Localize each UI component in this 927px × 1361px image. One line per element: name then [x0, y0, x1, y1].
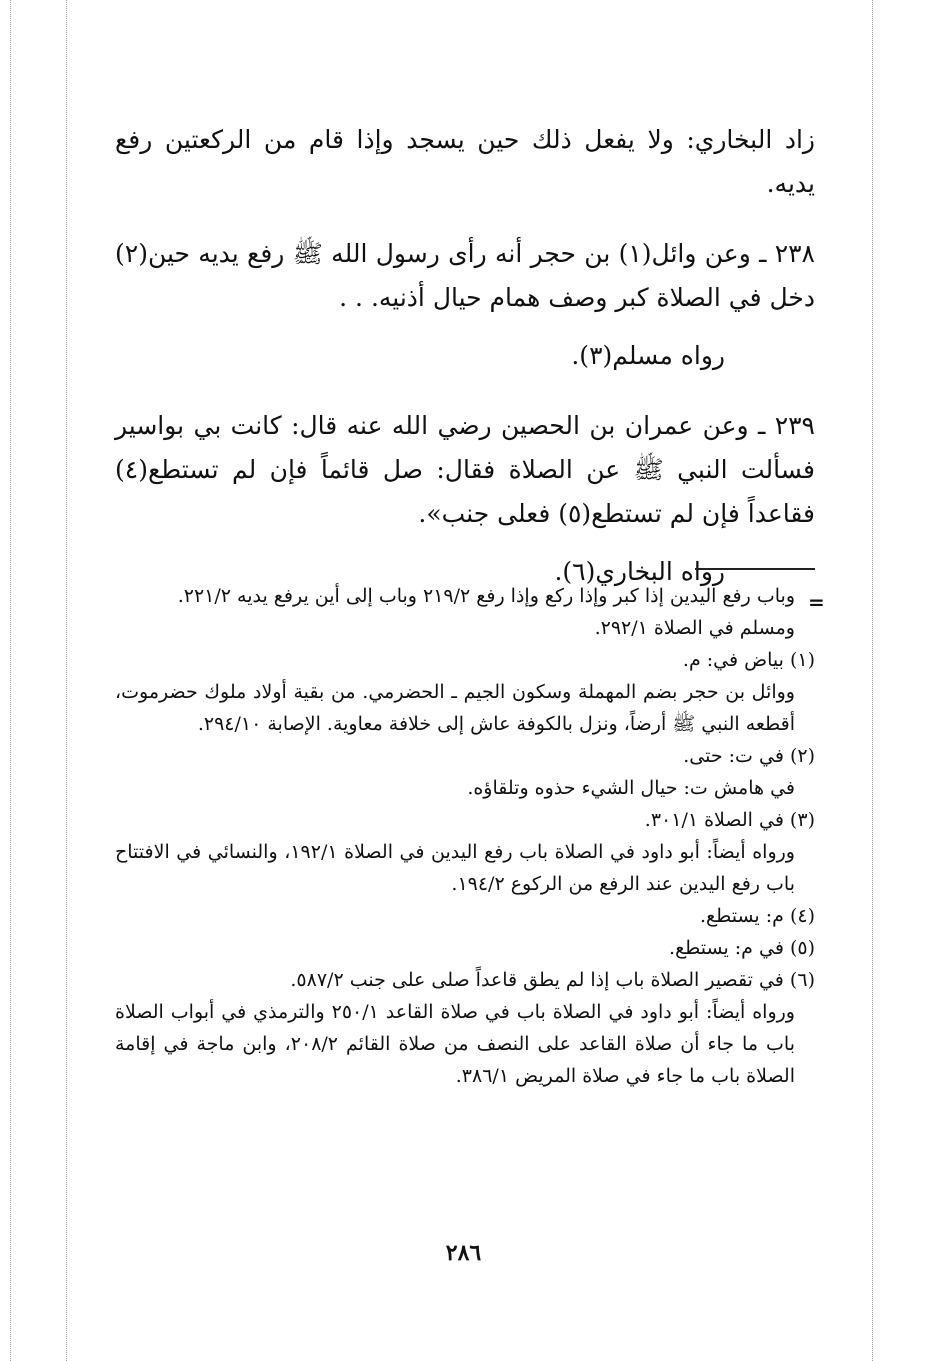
footnote-continued-muslim: ومسلم في الصلاة ٢٩٢/١. [594, 617, 795, 639]
footnote-5: (٥) في م: يستطع. [669, 937, 815, 959]
margin-dotted-rule-left [10, 0, 11, 1361]
footnote-4: (٤) م: يستطع. [699, 905, 815, 927]
main-text [115, 118, 815, 594]
margin-dotted-rule-inner [66, 0, 67, 1361]
footnote-6: (٦) في تقصير الصلاة باب إذا لم يطق قاعداً صلى على جنب ٥٨٧/٢. [290, 969, 815, 991]
hadith-239: ٢٣٩ ـ وعن عمران بن الحصين رضي الله عنه قال: كانت بي بواسير فسألت النبي ﷺ عن الصلاة فقال: صل قائماً فإن لم تستطع(٤) فقاعداً فإن لم تستطع(٥) فعلى جنب». [115, 411, 815, 528]
footnote-3: (٣) في الصلاة ٣٠١/١. [644, 809, 815, 831]
hadith-239-source: رواه البخاري(٦). [554, 557, 725, 586]
footnote-1-detail: ووائل بن حجر بضم المهملة وسكون الجيم ـ الحضرمي. من بقية أولاد ملوك حضرموت، أقطعه النبي ﷺ أرضاً، ونزل بالكوفة عاش إلى خلافة معاوية. الإصابة ٢٩٤/١٠. [115, 681, 795, 735]
footnote-continued: وباب رفع اليدين إذا كبر وإذا ركع وإذا رفع ٢١٩/٢ وباب إلى أين يرفع يديه ٢٢١/٢. [177, 585, 795, 607]
footnote-1: (١) بياض في: م. [682, 649, 815, 671]
footnote-separator [695, 568, 815, 570]
continuation-marker: = [808, 590, 825, 614]
hadith-238-source: رواه مسلم(٣). [571, 341, 725, 370]
footnote-6-detail: ورواه أيضاً: أبو داود في الصلاة باب في صلاة القاعد ٢٥٠/١ والترمذي في أبواب الصلاة باب ما جاء أن صلاة القاعد على النصف من صلاة القائم ٢٠٨/٢، وابن ماجة في إقامة الصلاة باب ما جاء في صلاة المريض ٣٨٦/١. [115, 1001, 795, 1087]
hadith-238: ٢٣٨ ـ وعن وائل(١) بن حجر أنه رأى رسول الله ﷺ رفع يديه حين(٢) دخل في الصلاة كبر وصف همام حيال أذنيه. . . [115, 239, 815, 312]
footnote-2-detail: في هامش ت: حيال الشيء حذوه وتلقاؤه. [467, 777, 795, 799]
page-number: ٢٨٦ [445, 1240, 482, 1266]
footnotes [115, 580, 815, 1092]
footnote-3-detail: ورواه أيضاً: أبو داود في الصلاة باب رفع اليدين في الصلاة ١٩٢/١، والنسائي في الافتتاح باب رفع اليدين عند الرفع من الركوع ١٩٤/٢. [115, 841, 795, 895]
paragraph-bukhari-addition: زاد البخاري: ولا يفعل ذلك حين يسجد وإذا قام من الركعتين رفع يديه. [115, 125, 815, 198]
margin-dotted-rule-right [872, 0, 873, 1361]
footnote-2: (٢) في ت: حتى. [683, 745, 815, 767]
